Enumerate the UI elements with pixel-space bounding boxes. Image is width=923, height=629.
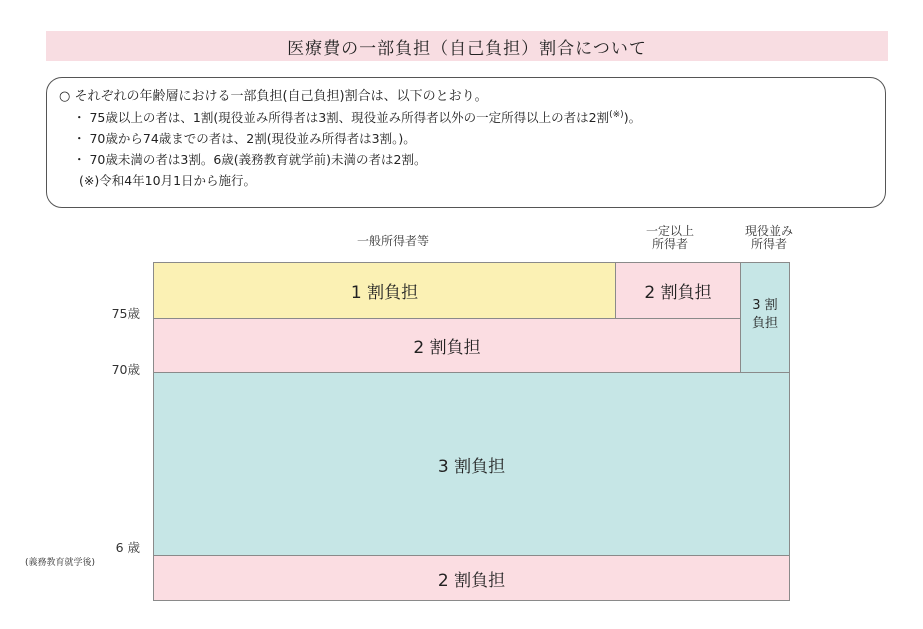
cell-age-6-69: 3 割負担 [153, 372, 790, 556]
age-label-6: 6 歳 [115, 540, 140, 555]
note-reference: (※)令和4年10月1日から施行。 [79, 173, 257, 188]
note-item-70-74: ・ 70歳から74歳までの者は、2割(現役並み所得者は3割。)。 [73, 131, 416, 146]
note-item-75plus [59, 107, 885, 128]
page-title [46, 31, 888, 61]
cell-general-75plus: 1 割負担 [153, 262, 616, 319]
note-footnote-mark: (※) [609, 109, 624, 120]
column-label-certain-income: 一定以上 所得者 [645, 224, 694, 251]
column-label-active-income: 現役並み 所得者 [744, 224, 793, 251]
cell-under-6: 2 割負担 [153, 555, 790, 601]
note-item-75plus-tail: )。 [623, 110, 642, 125]
notes-box [46, 77, 886, 208]
cell-certain-75plus: 2 割負担 [615, 262, 741, 319]
notes-lead: ○ それぞれの年齢層における一部負担(自己負担)割合は、以下のとおり。 [59, 89, 488, 104]
age-label-70: 70歳 [111, 362, 140, 377]
age-note-school: (義務教育就学後) [25, 558, 96, 568]
cell-age-70-74: 2 割負担 [153, 318, 741, 373]
cell-active-70plus: 3 割 負担 [740, 262, 790, 373]
note-item-under70: ・ 70歳未満の者は3割。6歳(義務教育就学前)未満の者は2割。 [73, 152, 427, 167]
page-title-text: 医療費の一部負担（自己負担）割合について [287, 38, 647, 59]
column-label-general: 一般所得者等 [356, 234, 429, 248]
note-item-75plus-text: ・ 75歳以上の者は、1割(現役並み所得者は3割、現役並み所得者以外の一定所得以上の者は2割 [73, 110, 610, 125]
age-label-75: 75歳 [111, 306, 140, 321]
